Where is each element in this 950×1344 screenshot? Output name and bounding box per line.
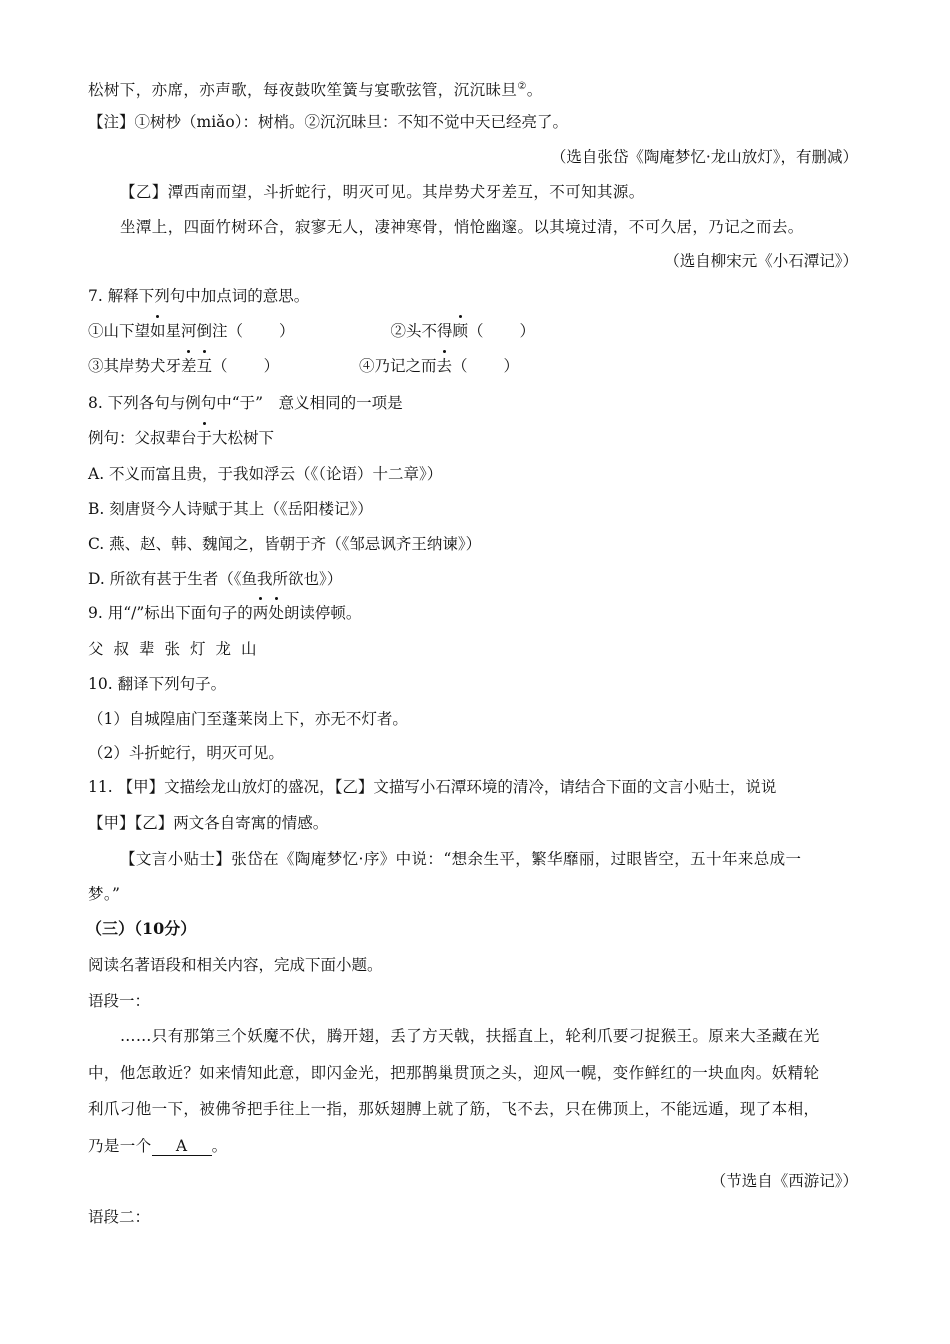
section-3-heading: （三）（10分） bbox=[86, 919, 197, 938]
jia-passage-tail: 松树下，亦席，亦声歌，每夜鼓吹笙簧与宴歌弦管，沉沉昧旦②。 bbox=[88, 81, 543, 100]
paragraph-1-label: 语段一： bbox=[88, 992, 151, 1010]
question-9-sentence[interactable]: 父叔辈张灯龙山 bbox=[88, 640, 267, 658]
question-10-sentence-2: （2）斗折蛇行，明灭可见。 bbox=[88, 744, 284, 762]
question-8-option-a[interactable]: A. 不义而富且贵，于我如浮云（《（论语）十二章》） bbox=[88, 465, 443, 483]
question-8-option-b[interactable]: B. 刻唐贤今人诗赋于其上（《岳阳楼记》） bbox=[88, 500, 373, 518]
yi-passage-p1: 【乙】潭西南而望，斗折蛇行，明灭可见。其岸势犬牙差互，不可知其源。 bbox=[120, 183, 645, 201]
question-10-stem: 10. 翻译下列句子。 bbox=[88, 675, 227, 693]
dotted-char: 差 bbox=[181, 357, 197, 375]
question-7-row-1 bbox=[88, 320, 535, 342]
dotted-char: 互 bbox=[196, 357, 213, 375]
question-7-stem: 7. 解释下列句中加点词的意思。 bbox=[88, 287, 310, 305]
dotted-char: 如 bbox=[150, 322, 166, 340]
question-10-sentence-1: （1）自城隍庙门至蓬莱岗上下，亦无不灯者。 bbox=[88, 710, 408, 728]
dotted-char: 去 bbox=[436, 357, 452, 375]
question-8-example: 例句：父叔辈台于大松树下 bbox=[88, 429, 275, 447]
section-3-instruction: 阅读名著语段和相关内容，完成下面小题。 bbox=[88, 956, 383, 974]
q7-item-4: ④乃记之而去（ ） bbox=[358, 357, 520, 375]
yi-source: （选自柳宋元《小石潭记》） bbox=[664, 252, 858, 270]
question-8-option-d[interactable]: D. 所欲有甚于生者（《鱼我所欲也》） bbox=[88, 570, 343, 588]
question-9-stem: 9. 用“/”标出下面句子的两处朗读停顿。 bbox=[88, 604, 362, 622]
dotted-char: 两 bbox=[252, 604, 269, 622]
annotation-note: 【注】①树杪（miǎo）：树梢。②沉沉昧旦：不知不觉中天已经亮了。 bbox=[88, 113, 568, 131]
paragraph-2-label: 语段二： bbox=[88, 1208, 151, 1226]
question-8-stem: 8. 下列各句与例句中“于” 意义相同的一项是 bbox=[88, 394, 403, 412]
dotted-char: 顾 bbox=[452, 322, 468, 340]
fill-blank-a[interactable]: A bbox=[152, 1137, 212, 1156]
q7-item-2: ②头不得顾（ ） bbox=[390, 322, 535, 340]
xiyouji-p1: ……只有那第三个妖魔不伏，腾开翅，丢了方天戟，扶摇直上，轮利爪要刁捉猴王。原来大圣藏在光 bbox=[120, 1027, 820, 1045]
xiyouji-p4: 乃是一个 A 。 bbox=[88, 1137, 228, 1155]
xiyouji-p2: 中，他怎敢近？如来情知此意，即闪金光，把那鹊巢贯顶之头，迎风一幌，变作鲜红的一块血肉。妖精轮 bbox=[88, 1064, 820, 1082]
question-11-line-2: 【甲】【乙】两文各自寄寓的情感。 bbox=[88, 814, 329, 832]
xiyouji-p3: 利爪刁他一下，被佛爷把手往上一指，那妖翅膊上就了筋，飞不去，只在佛顶上，不能远遁，现了本相， bbox=[88, 1100, 820, 1118]
classical-tip-line-1: 【文言小贴士】张岱在《陶庵梦忆·序》中说：“想余生平，繁华靡丽，过眼皆空，五十年来总成一 bbox=[120, 850, 802, 868]
xiyouji-source: （节选自《西游记》） bbox=[710, 1172, 858, 1190]
yi-passage-p2: 坐潭上，四面竹树环合，寂寥无人，凄神寒骨，悄怆幽邃。以其境过清，不可久居，乃记之而去。 bbox=[120, 218, 804, 236]
jia-source: （选自张岱《陶庵梦忆·龙山放灯》，有删减） bbox=[550, 148, 858, 166]
question-8-option-c[interactable]: C. 燕、赵、韩、魏闻之，皆朝于齐（《邹忌讽齐王纳谏》） bbox=[88, 535, 482, 553]
dotted-char: 于 bbox=[196, 429, 213, 447]
question-11-line-1: 11. 【甲】文描绘龙山放灯的盛况，【乙】文描写小石潭环境的清冷，请结合下面的文言小贴士，说说 bbox=[88, 778, 777, 796]
classical-tip-line-2: 梦。” bbox=[88, 885, 121, 903]
q7-item-1: ①山下望如星河倒注（ ） bbox=[88, 322, 295, 340]
question-7-row-2 bbox=[88, 355, 519, 377]
dotted-char: 处 bbox=[268, 604, 284, 622]
q7-item-3: ③其岸势犬牙差互（ ） bbox=[88, 357, 280, 375]
